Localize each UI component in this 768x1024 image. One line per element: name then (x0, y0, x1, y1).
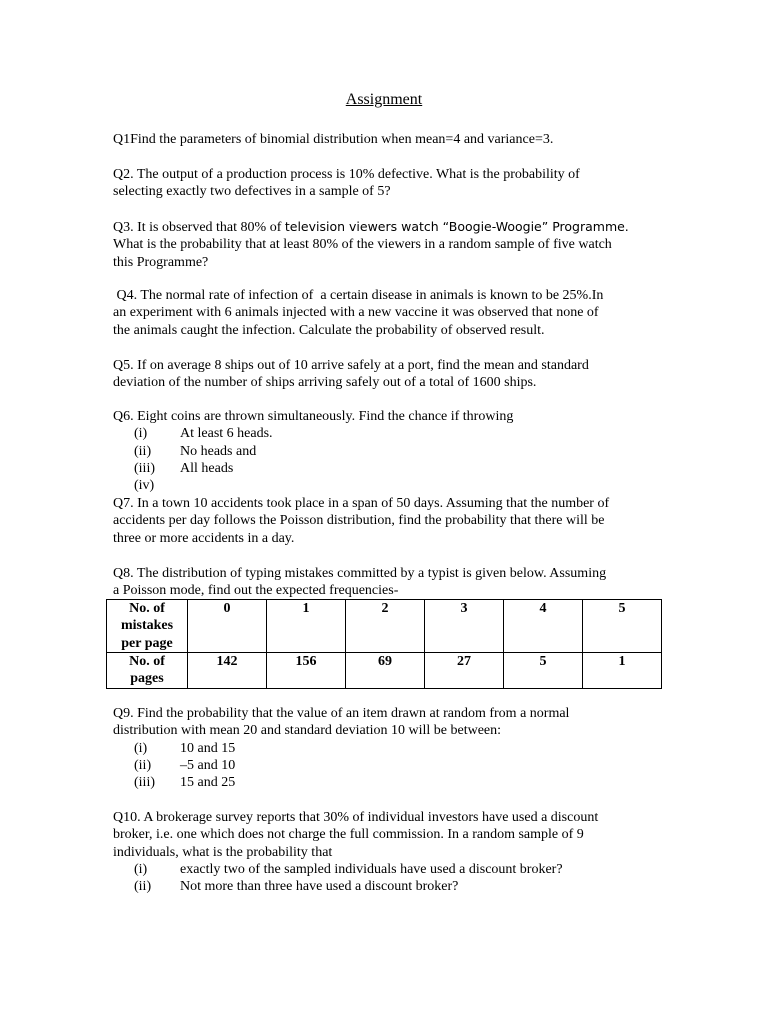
frequency-table (106, 599, 662, 689)
table-cell: 142 (188, 653, 267, 689)
list-item (113, 757, 658, 774)
table-row (107, 653, 662, 689)
question-text: Q6. Eight coins are thrown simultaneously. Find the chance if throwing (113, 409, 514, 424)
question-text-part: Q3. It is observed that 80% of (113, 220, 285, 235)
question-9 (113, 705, 658, 791)
item-number: (i) (134, 426, 148, 442)
question-7 (113, 495, 658, 547)
table-cell: 2 (346, 600, 425, 653)
row-header-line: per page (121, 635, 173, 651)
question-text: distribution with mean 20 and standard deviation 10 will be between: (113, 723, 502, 739)
item-text: 15 and 25 (180, 775, 236, 791)
list-item (113, 443, 658, 460)
table-cell: 1 (267, 600, 346, 653)
question-text: Q7. In a town 10 accidents took place in a span of 50 days. Assuming that the number of (113, 496, 610, 511)
question-text: individuals, what is the probability that (113, 844, 333, 860)
row-header-line: mistakes (120, 618, 174, 634)
item-text: All heads (180, 460, 234, 476)
row-header (107, 600, 188, 653)
item-text: No heads and (180, 443, 257, 459)
item-text: –5 and 10 (180, 757, 236, 773)
question-text: three or more accidents in a day. (113, 530, 295, 546)
item-number: (iii) (134, 775, 155, 791)
question-text: accidents per day follows the Poisson distribution, find the probability that there will be (113, 513, 605, 529)
question-text: What is the probability that at least 80% of the viewers in a random sample of five watch (113, 237, 612, 253)
item-number: (i) (134, 740, 148, 756)
question-text-part: television viewers watch “Boogie-Woogie” Programme. (284, 219, 629, 234)
question-text: selecting exactly two defectives in a sample of 5? (113, 184, 391, 200)
list-item (113, 774, 658, 791)
row-header-line: No. of (129, 654, 165, 669)
question-text (113, 218, 658, 236)
question-text: the animals caught the infection. Calculate the probability of observed result. (113, 322, 545, 338)
item-text: Not more than three have used a discount broker? (180, 879, 459, 895)
row-header (107, 653, 188, 689)
table-cell: 3 (425, 600, 504, 653)
item-number: (iii) (134, 460, 155, 476)
question-1 (113, 131, 658, 148)
question-text: a Poisson mode, find out the expected frequencies- (113, 583, 399, 599)
item-number: (ii) (134, 443, 152, 459)
question-text: Q9. Find the probability that the value of an item drawn at random from a normal (113, 706, 570, 721)
item-number: (ii) (134, 879, 152, 895)
question-2 (113, 166, 658, 201)
table-cell: 27 (425, 653, 504, 689)
item-text: 10 and 15 (180, 740, 236, 756)
list-item (113, 861, 658, 878)
list-item (113, 477, 658, 494)
question-text: this Programme? (113, 254, 209, 270)
page-title: Assignment (345, 91, 423, 108)
question-5 (113, 357, 658, 392)
list-item (113, 878, 658, 895)
question-text: Q2. The output of a production process is 10% defective. What is the probability of (113, 167, 580, 182)
question-8 (113, 565, 658, 600)
question-text: an experiment with 6 animals injected with a new vaccine it was observed that none of (113, 305, 599, 321)
item-number: (i) (134, 861, 148, 877)
table-cell: 1 (583, 653, 662, 689)
item-text: At least 6 heads. (180, 426, 273, 442)
question-4 (113, 287, 658, 339)
row-header-line: No. of (129, 601, 165, 616)
question-text: Q4. The normal rate of infection of a certain disease in animals is known to be 25%.In (113, 288, 604, 303)
question-text: Q8. The distribution of typing mistakes committed by a typist is given below. Assuming (113, 566, 607, 581)
table-row (107, 600, 662, 653)
list-item (113, 425, 658, 442)
question-10 (113, 809, 658, 895)
row-header-line: pages (130, 671, 164, 687)
list-item (113, 740, 658, 757)
question-text: Q10. A brokerage survey reports that 30% of individual investors have used a discount (113, 810, 599, 825)
table-cell: 5 (504, 653, 583, 689)
question-text: Q1Find the parameters of binomial distribution when mean=4 and variance=3. (113, 132, 554, 147)
table-cell: 5 (583, 600, 662, 653)
question-text: Q5. If on average 8 ships out of 10 arrive safely at a port, find the mean and standard (113, 358, 589, 373)
item-text: exactly two of the sampled individuals have used a discount broker? (180, 861, 563, 877)
question-text: broker, i.e. one which does not charge the full commission. In a random sample of 9 (113, 827, 584, 843)
table-cell: 69 (346, 653, 425, 689)
table-cell: 4 (504, 600, 583, 653)
table-cell: 0 (188, 600, 267, 653)
question-text: deviation of the number of ships arriving safely out of a total of 1600 ships. (113, 375, 537, 391)
list-item (113, 460, 658, 477)
item-number: (iv) (134, 478, 155, 494)
table-cell: 156 (267, 653, 346, 689)
question-3 (113, 218, 658, 271)
item-number: (ii) (134, 757, 152, 773)
question-6 (113, 408, 658, 494)
